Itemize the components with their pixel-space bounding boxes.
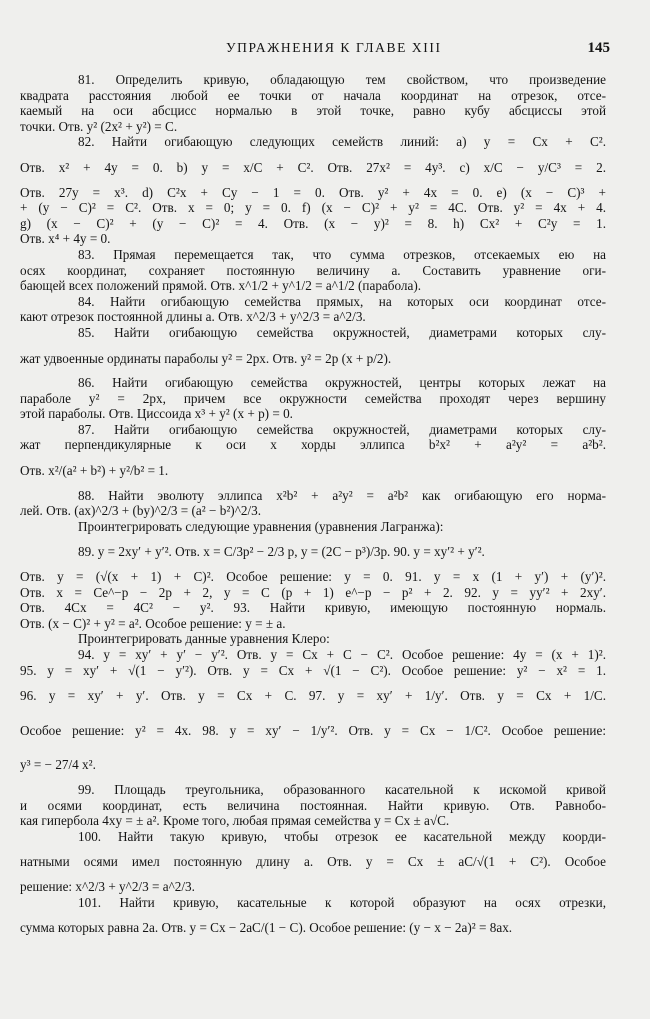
text-line: 87. Найти огибающую семейства окружностей, диаметрами которых слу- [78,422,606,437]
text-line: Отв. x = Ce^−p − 2p + 2, y = C (p + 1) e^−p − p² + 2. 92. y = yy′² + 2xy′. [20,585,606,600]
text-line: и осями координат, есть величина постоянная. Найти кривую. Отв. Равнобо- [20,798,606,813]
text-line: Отв. 27y = x³. d) C²x + Cy − 1 = 0. Отв. y² + 4x = 0. e) (x − C)³ + [20,185,606,200]
text-line: 85. Найти огибающую семейства окружностей, диаметрами которых слу- [78,325,606,340]
text-line: кают отрезок постоянной длины a. Отв. x^2/3 + y^2/3 = a^2/3. [20,310,366,325]
text-line: Проинтегрировать следующие уравнения (уравнения Лагранжа): [78,519,444,534]
text-line: 88. Найти эволюту эллипса x²b² + a²y² = a²b² как огибающую его норма- [78,488,606,503]
text-line: решение: x^2/3 + y^2/3 = a^2/3. [20,879,195,894]
text-line: g) (x − C)² + (y − C)² = 4. Отв. (x − y)² = 8. h) Cx² + C²y = 1. [20,216,606,231]
text-line: Отв. x⁴ + 4y = 0. [20,232,111,247]
text-line: 83. Прямая перемещается так, что сумма отрезков, отсекаемых ею на [78,247,606,262]
text-line: Отв. (x − C)² + y² = a². Особое решение: y = ± a. [20,616,286,631]
text-line: Проинтегрировать данные уравнения Клеро: [78,632,330,647]
text-line: кая гипербола 4xy = ± a². Кроме того, любая прямая семейства y = Cx ± a√C. [20,814,450,829]
text-line: 96. y = xy′ + y′. Отв. y = Cx + C. 97. y = xy′ + 1/y′. Отв. y = Cx + 1/C. [20,688,606,704]
text-line: Отв. x² + 4y = 0. b) y = x/C + C². Отв. 27x² = 4y³. с) x/C − y/C³ = 2. [20,159,606,175]
text-line: каемый на оси абсцисс нормалью в этой точке, равно кубу абсциссы этой [20,104,606,119]
text-line: квадрата расстояния любой ее точки от начала координат на отрезок, отсе- [20,88,606,103]
text-line: 101. Найти кривую, касательные к которой образуют на осях отрезки, [78,895,606,910]
text-line: этой параболы. Отв. Циссоида x³ + y² (x + p) = 0. [20,407,293,422]
text-line: 86. Найти огибающую семейства окружностей, центры которых лежат на [78,376,606,391]
text-line: точки. Отв. y² (2x² + y²) = C. [20,119,178,134]
text-line: Отв. 4Cx = 4C² − y². 93. Найти кривую, имеющую постоянную нормаль. [20,601,606,616]
text-line: жат перпендикулярные к оси x хорды эллипса b²x² + a²y² = a²b². [20,438,606,453]
text-line: 99. Площадь треугольника, образованного касательной к искомой кривой [78,782,606,797]
text-line: 95. y = xy′ + √(1 − y′²). Отв. y = Cx + √(1 − C²). Особое решение: y² − x² = 1. [20,663,606,678]
text-line: лей. Отв. (ax)^2/3 + (by)^2/3 = (a² − b²)^2/3. [20,504,262,519]
text-line: y³ = − 27/4 x². [20,757,96,773]
running-header [0,40,650,60]
text-line: + (y − C)² = C². Отв. x = 0; y = 0. f) (x − C)² + y² = 4C. Отв. y² = 4x + 4. [20,201,606,216]
text-line: 82. Найти огибающую следующих семейств линий: а) y = Cx + C². [78,135,606,150]
text-line: 81. Определить кривую, обладающую тем свойством, что произведение [78,73,606,87]
text-line: натными осями имел постоянную длину a. Отв. y = Cx ± aC/√(1 + C²). Особое [20,854,606,870]
page-number: 145 [587,40,610,56]
text-line: жат удвоенные ординаты параболы y² = 2px. Отв. y² = 2p (x + p/2). [20,350,392,366]
header-title: УПРАЖНЕНИЯ К ГЛАВЕ XIII [226,40,442,55]
text-line: Отв. x²/(a² + b²) + y²/b² = 1. [20,463,169,479]
text-line: параболе y² = 2px, причем все окружности семейства проходят через вершину [20,391,606,406]
text-line: 84. Найти огибающую семейства прямых, на которых оси координат отсе- [78,294,606,309]
exercise-text [20,73,606,978]
text-line: Особое решение: y² = 4x. 98. y = xy′ − 1/y′². Отв. y = Cx − 1/C². Особое решение: [20,722,606,738]
text-line: 94. y = xy′ + y′ − y′². Отв. y = Cx + C − C². Особое решение: 4y = (x + 1)². [78,648,606,662]
text-line: Отв. y = (√(x + 1) + C)². Особое решение: y = 0. 91. y = x (1 + y′) + (y′)². [20,570,606,585]
text-line: 89. y = 2xy′ + y′². Отв. x = C/3p² − 2/3 p, y = (2C − p³)/3p. 90. y = xy′² + y′². [78,544,485,560]
text-line: сумма которых равна 2a. Отв. y = Cx − 2aC/(1 − C). Особое решение: (y − x − 2a)² = 8ax. [20,920,513,936]
text-line: осях координат, сохраняет постоянную величину a. Составить уравнение оги- [20,263,606,278]
text-line: 100. Найти такую кривую, чтобы отрезок ее касательной между коорди- [78,829,606,844]
text-line: бающей всех положений прямой. Отв. x^1/2 + y^1/2 = a^1/2 (парабола). [20,279,422,294]
